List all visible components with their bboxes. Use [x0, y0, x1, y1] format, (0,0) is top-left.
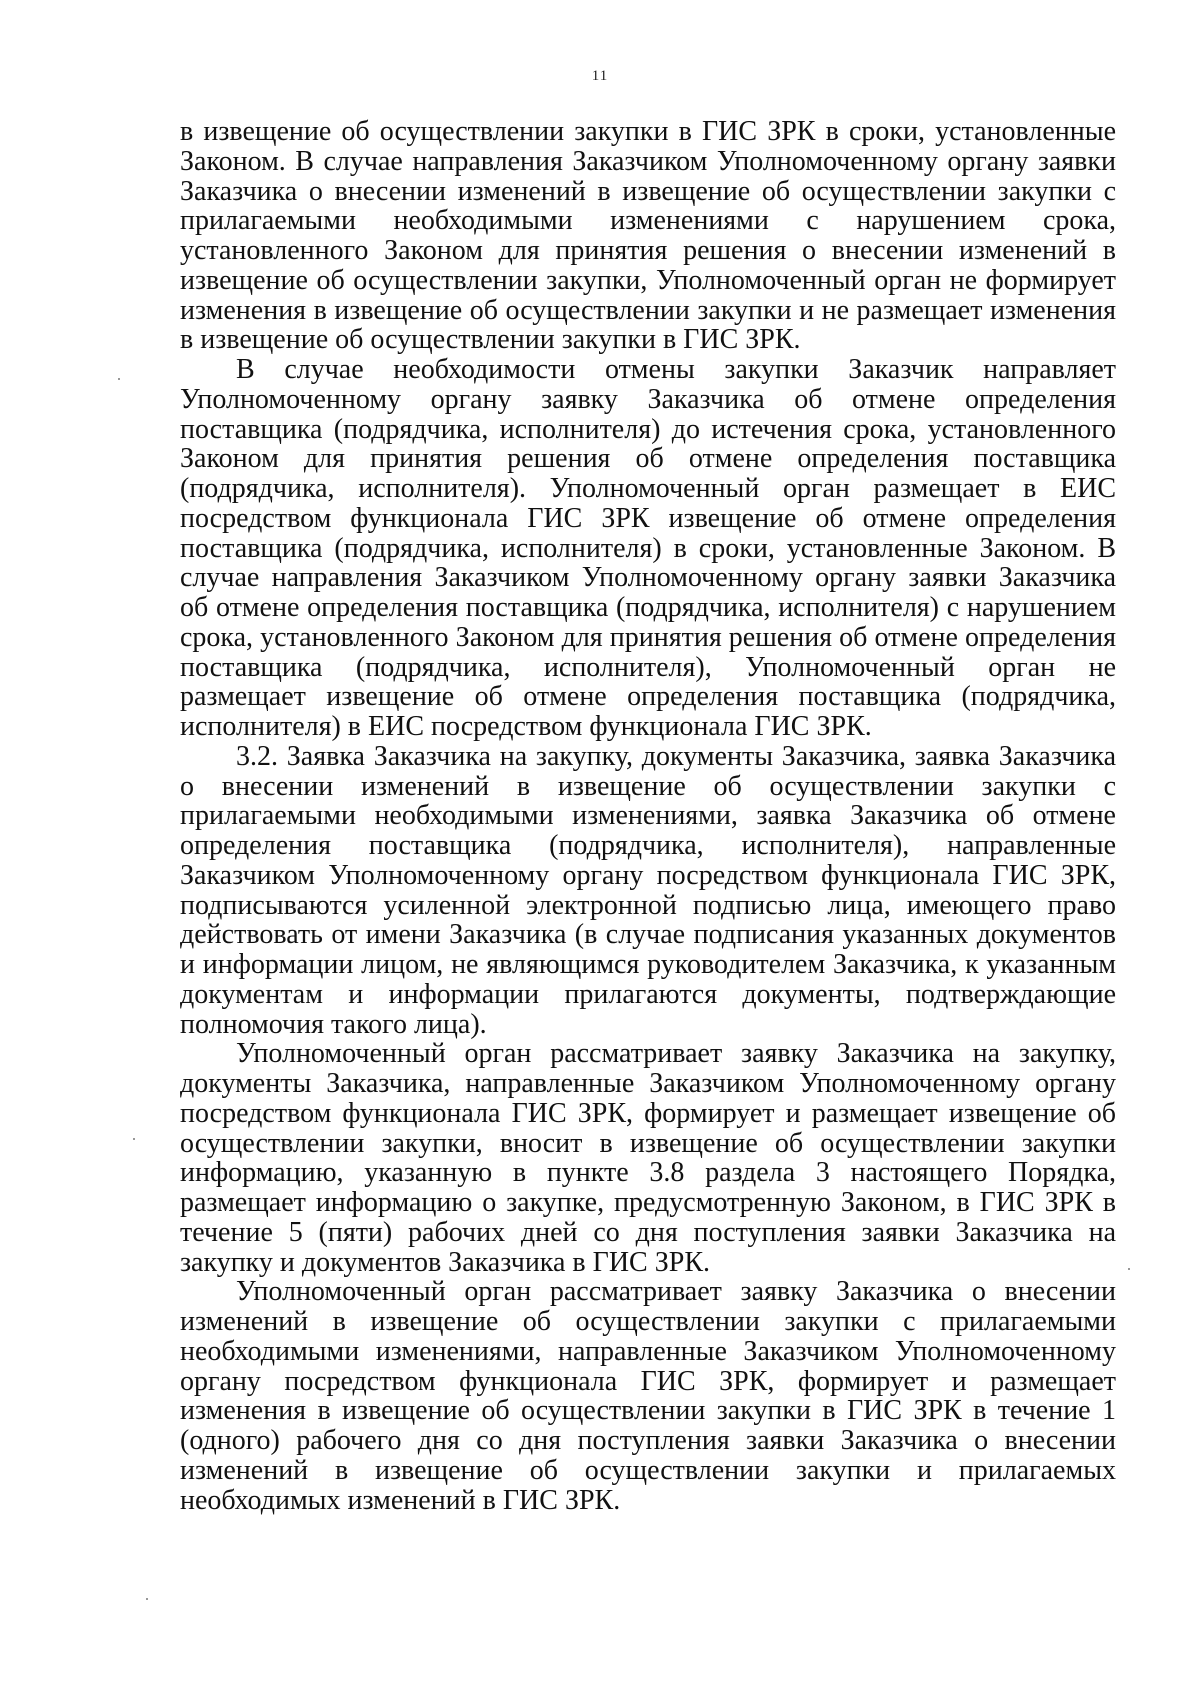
scan-speck [146, 1598, 148, 1600]
scan-speck [1128, 1268, 1130, 1270]
paragraph-4: Уполномоченный орган рассматривает заявку Заказчика на закупку, документы Заказчика, направленные Заказчиком Уполномоченному органу посредством функционала ГИС ЗРК, формирует и размещает извещение об осуществлении закупки, вносит в извещение об осуществлении закупки информацию, указанную в пункте 3.8 раздела 3 настоящего Порядка, размещает информацию о закупке, предусмотренную Законом, в ГИС ЗРК в течение 5 (пяти) рабочих дней со дня поступления заявки Заказчика на закупку и документов Заказчика в ГИС ЗРК. [180, 1038, 1116, 1278]
document-body [180, 117, 1116, 1515]
paragraph-1: в извещение об осуществлении закупки в ГИС ЗРК в сроки, установленные Законом. В случае направления Заказчиком Уполномоченному органу заявки Заказчика о внесении изменений в извещение об осуществлении закупки с прилагаемыми необходимыми изменениями с нарушением срока, установленного Законом для принятия решения о внесении изменений в извещение об осуществлении закупки, Уполномоченный орган не формирует изменения в извещение об осуществлении закупки и не размещает изменения в извещение об осуществлении закупки в ГИС ЗРК. [180, 116, 1116, 356]
paragraph-3-2: 3.2. Заявка Заказчика на закупку, документы Заказчика, заявка Заказчика о внесении изменений в извещение об осуществлении закупки с прилагаемыми необходимыми изменениями, заявка Заказчика об отмене определения поставщика (подрядчика, исполнителя), направленные Заказчиком Уполномоченному органу посредством функционала ГИС ЗРК, подписываются усиленной электронной подписью лица, имеющего право действовать от имени Заказчика (в случае подписания указанных документов и информации лицом, не являющимся руководителем Заказчика, к указанным документам и информации прилагаются документы, подтверждающие полномочия такого лица). [180, 740, 1116, 1040]
paragraph-5: Уполномоченный орган рассматривает заявку Заказчика о внесении изменений в извещение об осуществлении закупки с прилагаемыми необходимыми изменениями, направленные Заказчиком Уполномоченному органу посредством функционала ГИС ЗРК, формирует и размещает изменения в извещение об осуществлении закупки в ГИС ЗРК в течение 1 (одного) рабочего дня со дня поступления заявки Заказчика о внесении изменений в извещение об осуществлении закупки и прилагаемых необходимых изменений в ГИС ЗРК. [180, 1276, 1116, 1516]
paragraph-2: В случае необходимости отмены закупки Заказчик направляет Уполномоченному органу заявку Заказчика об отмене определения поставщика (подрядчика, исполнителя) до истечения срока, установленного Законом для принятия решения об отмене определения поставщика (подрядчика, исполнителя). Уполномоченный орган размещает в ЕИС посредством функционала ГИС ЗРК извещение об отмене определения поставщика (подрядчика, исполнителя) в сроки, установленные Законом. В случае направления Заказчиком Уполномоченному органу заявки Заказчика об отмене определения поставщика (подрядчика, исполнителя) с нарушением срока, установленного Законом для принятия решения об отмене определения поставщика (подрядчика, исполнителя), Уполномоченный орган не размещает извещение об отмене определения поставщика (подрядчика, исполнителя) в ЕИС посредством функционала ГИС ЗРК. [180, 354, 1116, 742]
scan-speck [133, 1138, 135, 1140]
scan-speck [118, 378, 120, 380]
page-number: 11 [591, 68, 609, 84]
